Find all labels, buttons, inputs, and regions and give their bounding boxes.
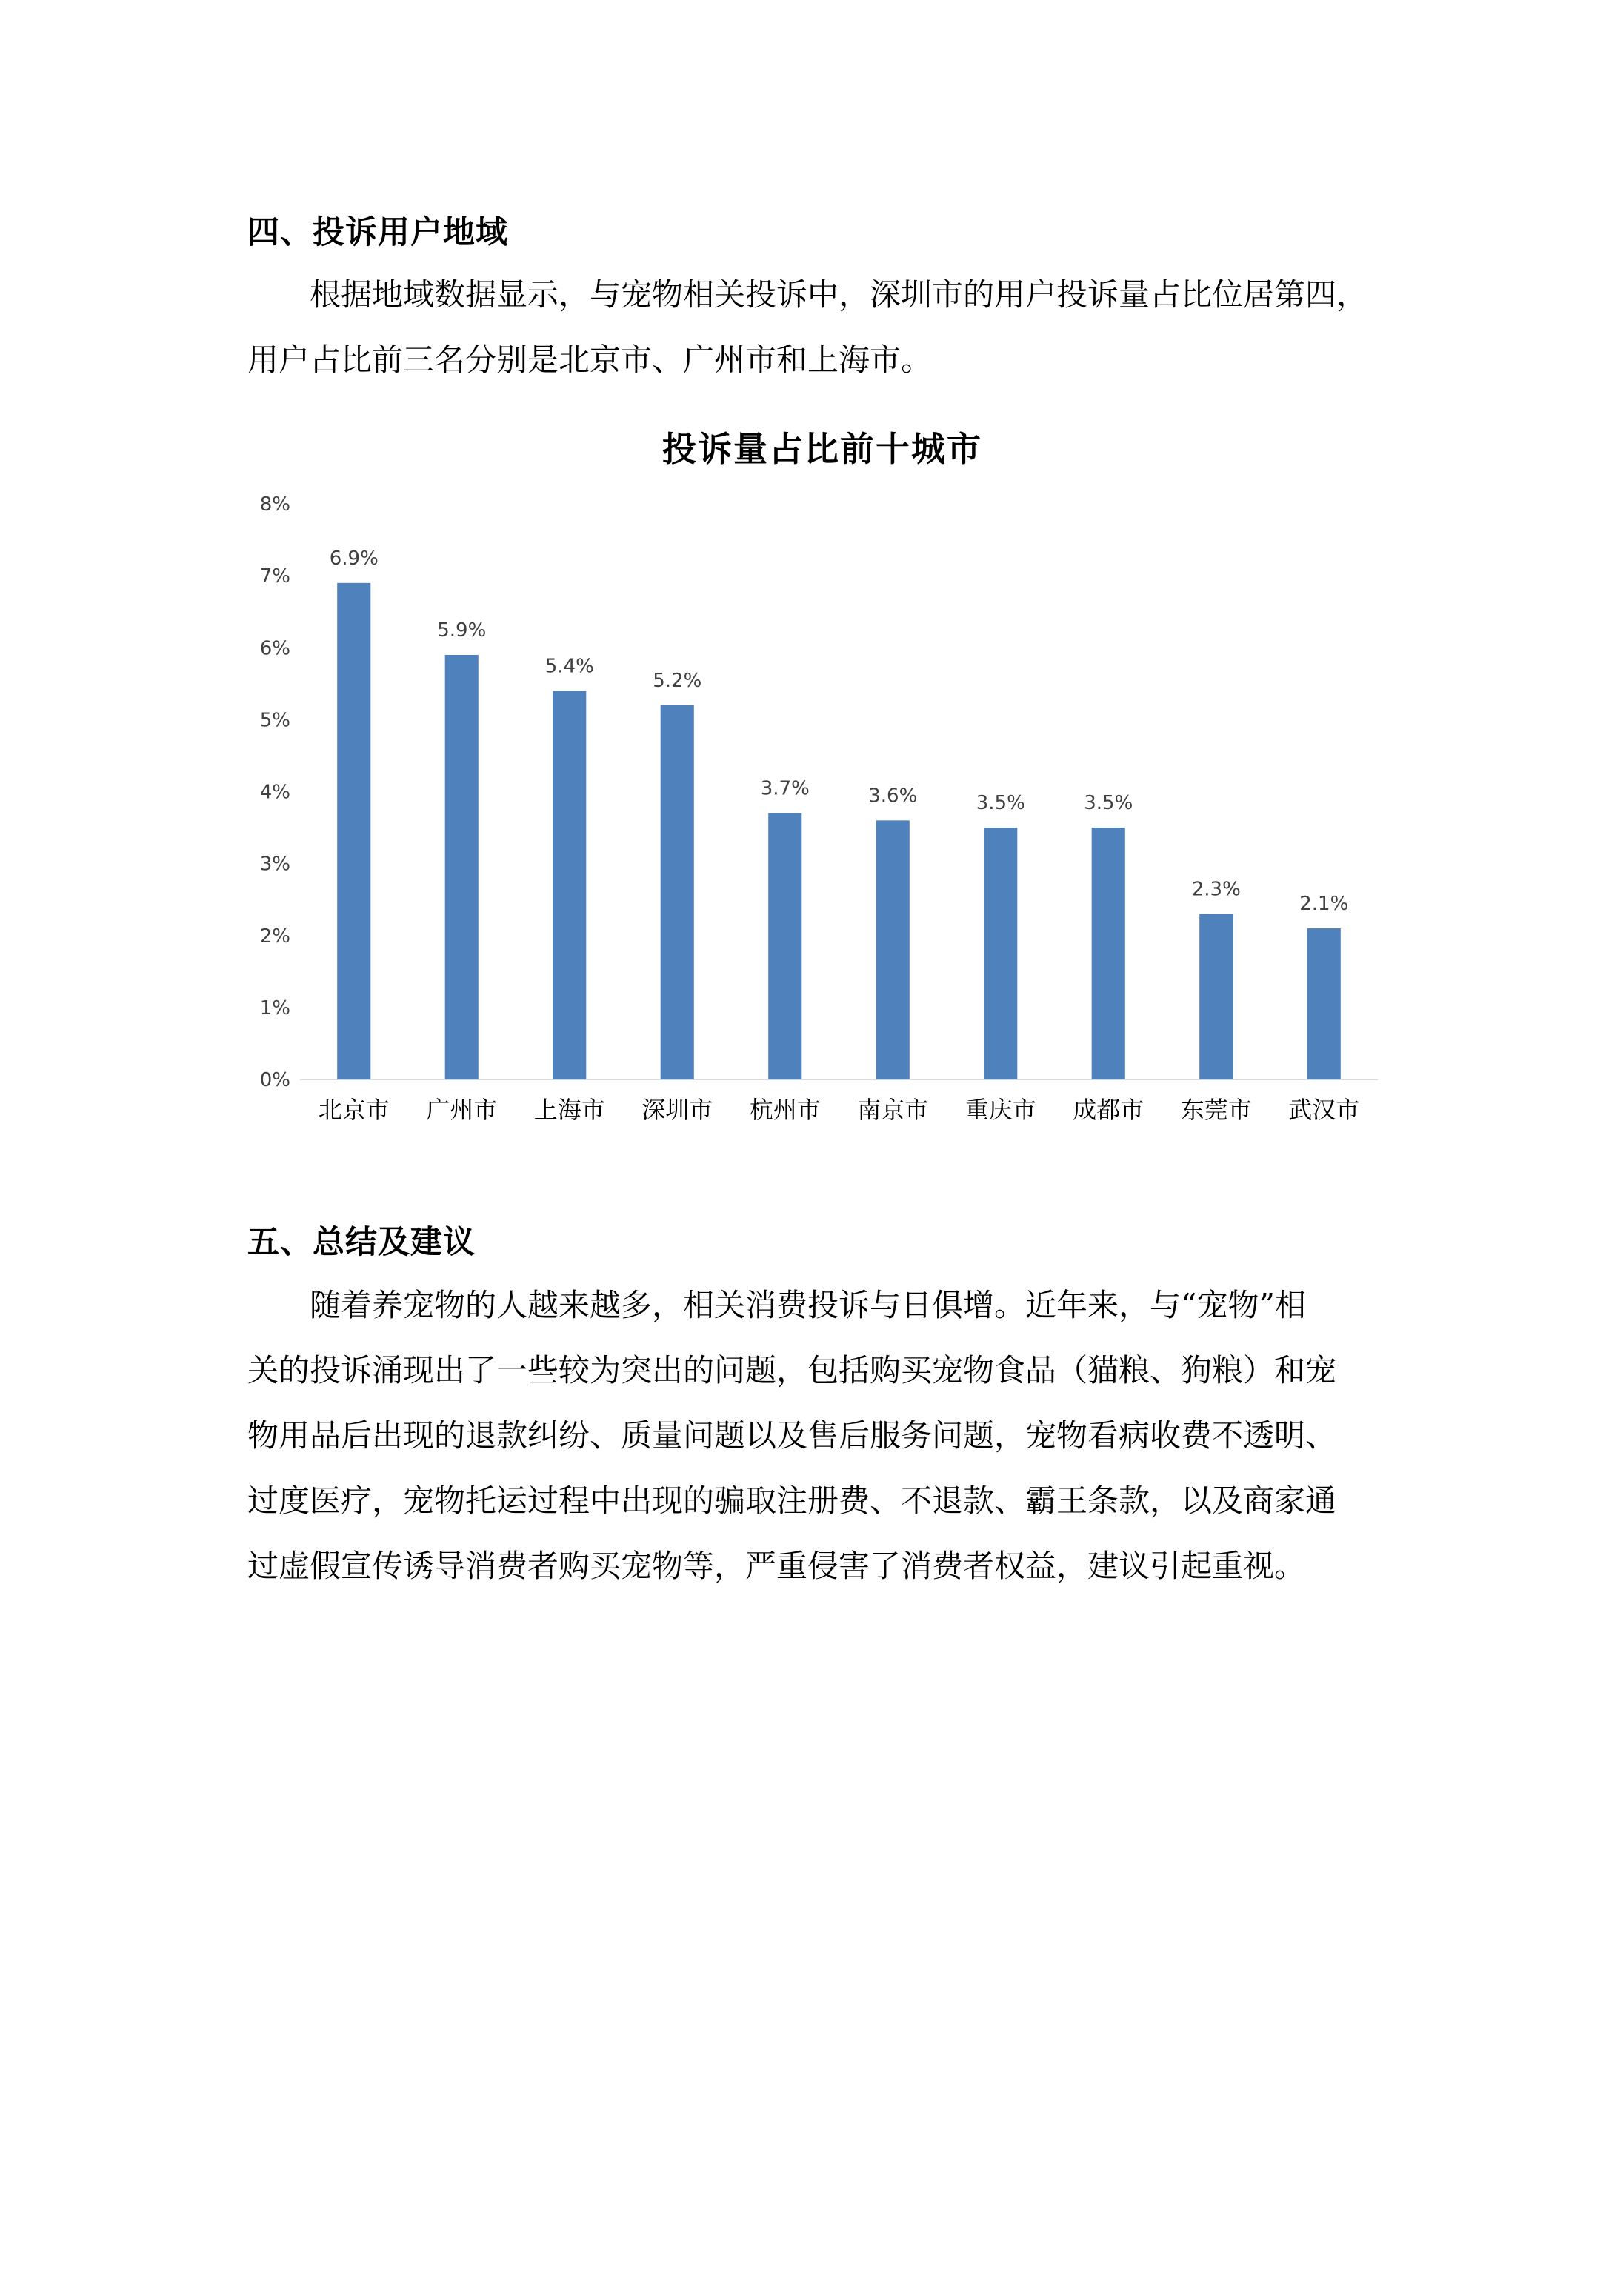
bar-data-label: 5.2% bbox=[653, 669, 702, 692]
bar-data-label: 5.4% bbox=[544, 655, 594, 678]
y-axis bbox=[260, 493, 290, 1091]
y-tick-label: 5% bbox=[259, 709, 290, 732]
x-tick-label: 北京市 bbox=[318, 1096, 390, 1124]
bar bbox=[445, 655, 479, 1079]
y-tick-label: 1% bbox=[259, 996, 290, 1019]
y-tick-label: 0% bbox=[259, 1069, 290, 1091]
bar-data-label: 3.7% bbox=[760, 777, 810, 800]
y-tick-label: 3% bbox=[259, 853, 290, 876]
y-tick-label: 4% bbox=[259, 781, 290, 804]
x-tick-label: 深圳市 bbox=[641, 1096, 713, 1124]
y-tick-label: 2% bbox=[259, 925, 290, 948]
bar bbox=[1199, 914, 1233, 1079]
x-tick-label: 东莞市 bbox=[1180, 1096, 1252, 1124]
x-tick-label: 重庆市 bbox=[964, 1096, 1036, 1124]
bar bbox=[876, 820, 910, 1079]
x-tick-label: 杭州市 bbox=[749, 1096, 821, 1124]
paragraph-line: 根据地域数据显示，与宠物相关投诉中，深圳市的用户投诉量占比位居第四， bbox=[310, 276, 1368, 313]
bar bbox=[337, 583, 370, 1079]
bar bbox=[661, 705, 694, 1079]
chart-svg bbox=[237, 400, 1407, 1141]
bar-data-label: 3.5% bbox=[976, 792, 1025, 815]
bar bbox=[1092, 828, 1125, 1079]
bar-data-label: 5.9% bbox=[437, 619, 487, 642]
section-4-heading: 四、投诉用户地域 bbox=[247, 214, 508, 251]
section-5-heading: 五、总结及建议 bbox=[247, 1224, 476, 1261]
x-axis bbox=[319, 1096, 1360, 1124]
chart-title: 投诉量占比前十城市 bbox=[662, 429, 982, 469]
bar bbox=[768, 813, 801, 1079]
bar-data-label: 2.1% bbox=[1299, 893, 1349, 916]
bars bbox=[337, 583, 1341, 1079]
y-tick-label: 7% bbox=[259, 565, 290, 588]
paragraph-line: 物用品后出现的退款纠纷、质量问题以及售后服务问题，宠物看病收费不透明、 bbox=[247, 1417, 1337, 1454]
y-tick-label: 6% bbox=[259, 637, 290, 660]
bar-data-label: 2.3% bbox=[1191, 878, 1241, 901]
data-labels bbox=[330, 548, 1349, 915]
x-tick-label: 成都市 bbox=[1073, 1096, 1144, 1124]
bar bbox=[984, 828, 1017, 1079]
y-tick-label: 8% bbox=[259, 493, 290, 516]
bar bbox=[553, 691, 586, 1079]
bar-data-label: 6.9% bbox=[329, 547, 379, 570]
paragraph-line: 随着养宠物的人越来越多，相关消费投诉与日俱增。近年来，与“宠物”相 bbox=[310, 1287, 1306, 1323]
paragraph-line: 用户占比前三名分别是北京市、广州市和上海市。 bbox=[247, 342, 933, 378]
bar-data-label: 3.5% bbox=[1084, 792, 1133, 815]
x-tick-label: 南京市 bbox=[857, 1096, 929, 1124]
bar-chart bbox=[237, 400, 1407, 1141]
section-4-paragraph bbox=[247, 262, 1392, 393]
x-tick-label: 广州市 bbox=[426, 1096, 498, 1124]
bar-data-label: 3.6% bbox=[868, 785, 918, 808]
section-5-paragraph bbox=[247, 1273, 1392, 1599]
paragraph-line: 过度医疗，宠物托运过程中出现的骗取注册费、不退款、霸王条款，以及商家通 bbox=[247, 1483, 1337, 1519]
paragraph-line: 关的投诉涌现出了一些较为突出的问题，包括购买宠物食品（猫粮、狗粮）和宠 bbox=[247, 1352, 1337, 1388]
paragraph-line: 过虚假宣传诱导消费者购买宠物等，严重侵害了消费者权益，建议引起重视。 bbox=[247, 1548, 1306, 1584]
x-tick-label: 上海市 bbox=[533, 1096, 605, 1124]
bar bbox=[1307, 928, 1341, 1079]
x-tick-label: 武汉市 bbox=[1288, 1096, 1360, 1124]
